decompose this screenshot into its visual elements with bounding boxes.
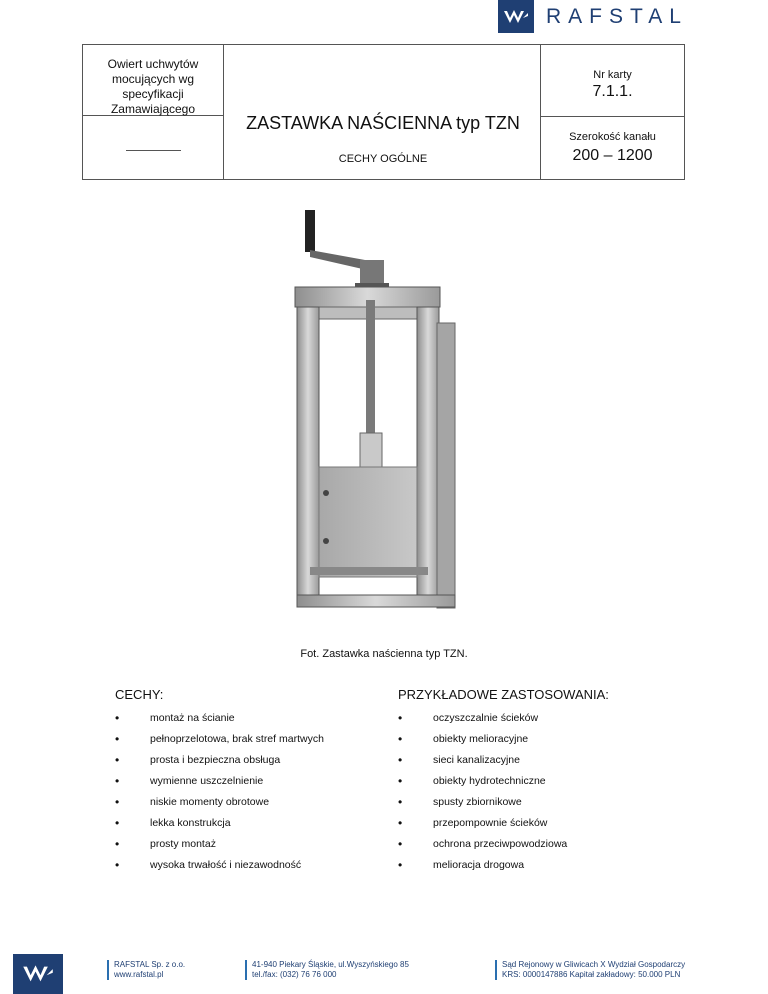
photo-caption: Fot. Zastawka naścienna typ TZN. — [300, 648, 468, 660]
list-item: • prosty montaż — [115, 838, 324, 859]
footer-contact — [245, 960, 409, 980]
features-section — [115, 687, 324, 880]
blank-line — [126, 150, 181, 151]
list-item: • obiekty hydrotechniczne — [398, 775, 609, 796]
footer-company — [107, 960, 185, 980]
applications-section — [398, 687, 609, 880]
applications-list — [398, 712, 609, 880]
card-number-cell — [541, 45, 684, 117]
list-item: • pełnoprzelotowa, brak stref martwych — [115, 733, 324, 754]
list-item: • wymienne uszczelnienie — [115, 775, 324, 796]
list-item: • niskie momenty obrotowe — [115, 796, 324, 817]
rafstal-logo-icon — [498, 0, 534, 33]
footer-court: Sąd Rejonowy w Gliwicach X Wydział Gospodarczy — [502, 960, 686, 969]
footer-registry — [495, 960, 685, 980]
applications-heading: PRZYKŁADOWE ZASTOSOWANIA: — [398, 687, 609, 702]
title-block-left — [83, 45, 224, 179]
footer-logo-icon — [13, 954, 63, 994]
title-block — [82, 44, 685, 180]
footer-phone: tel./fax: (032) 76 76 000 — [252, 970, 337, 979]
card-number-value: 7.1.1. — [592, 83, 633, 100]
list-item: • sieci kanalizacyjne — [398, 754, 609, 775]
channel-width-value: 200 – 1200 — [572, 147, 653, 164]
list-item: • montaż na ścianie — [115, 712, 324, 733]
document-subtitle: CECHY OGÓLNE — [338, 153, 428, 165]
footer-website-link[interactable]: www.rafstal.pl — [114, 970, 164, 979]
list-item: • melioracja drogowa — [398, 859, 609, 880]
list-item: • przepompownie ścieków — [398, 817, 609, 838]
product-photo — [215, 205, 550, 617]
brand-name: RAFSTAL — [546, 4, 688, 28]
brand-logo — [498, 0, 688, 33]
document-title: ZASTAWKA NAŚCIENNA typ TZN — [246, 113, 520, 133]
footer-krs: KRS: 0000147886 Kapitał zakładowy: 50.000 PLN — [502, 970, 681, 979]
list-item: • spusty zbiornikowe — [398, 796, 609, 817]
mounting-holes-note: Owiert uchwytów mocujących wg specyfikacji Zamawiającego — [83, 45, 223, 116]
list-item: • ochrona przeciwpowodziowa — [398, 838, 609, 859]
footer-address: 41-940 Piekary Śląskie, ul.Wyszyńskiego 85 — [252, 960, 409, 969]
list-item: • lekka konstrukcja — [115, 817, 324, 838]
channel-width-label: Szerokość kanału — [569, 131, 656, 143]
card-number-label: Nr karty — [593, 69, 632, 81]
features-list — [115, 712, 324, 880]
list-item: • oczyszczalnie ścieków — [398, 712, 609, 733]
list-item: • wysoka trwałość i niezawodność — [115, 859, 324, 880]
list-item: • obiekty melioracyjne — [398, 733, 609, 754]
footer-company-name: RAFSTAL Sp. z o.o. — [114, 960, 186, 969]
list-item: • prosta i bezpieczna obsługa — [115, 754, 324, 775]
title-block-right — [540, 45, 684, 179]
features-heading: CECHY: — [115, 687, 164, 702]
